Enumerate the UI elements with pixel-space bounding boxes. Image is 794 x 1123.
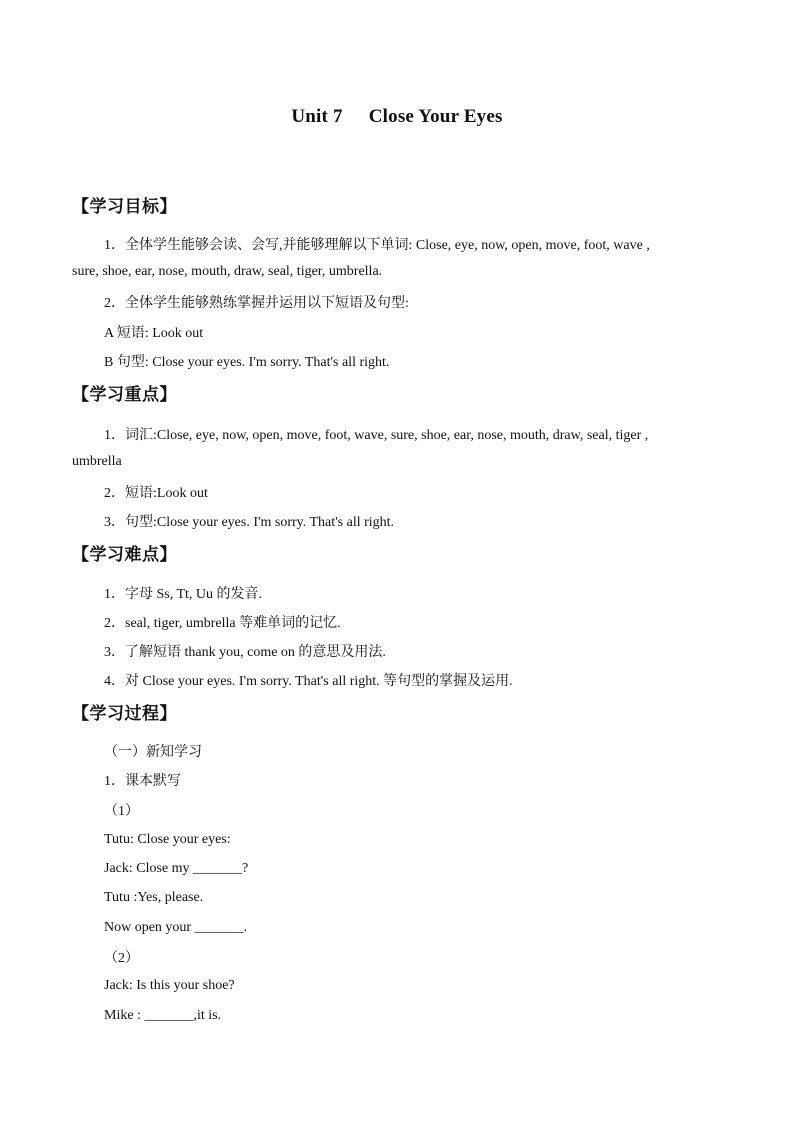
difficulty-heading: 【学习难点】 xyxy=(72,545,177,565)
goals-line-2: 2．全体学生能够熟练掌握并运用以下短语及句型: xyxy=(104,296,409,311)
focus-heading: 【学习重点】 xyxy=(72,385,177,405)
question-2-label: （2） xyxy=(104,951,139,966)
focus-line-2: 2．短语:Look out xyxy=(104,486,208,501)
page-title xyxy=(0,106,794,128)
question-2-line-b: Mike : _______,it is. xyxy=(104,1008,222,1023)
question-1-line-a: Tutu: Close your eyes: xyxy=(104,832,231,847)
process-heading: 【学习过程】 xyxy=(72,704,177,724)
goals-line-3: A 短语: Look out xyxy=(104,326,204,341)
difficulty-line-3: 3．了解短语 thank you, come on 的意思及用法. xyxy=(104,645,386,660)
question-1-line-d: Now open your _______. xyxy=(104,920,248,935)
focus-line-1: 1．词汇:Close, eye, now, open, move, foot, wave, sure, shoe, ear, nose, mouth, draw, seal, tiger , xyxy=(104,428,649,443)
unit-title: Close Your Eyes xyxy=(368,106,503,127)
difficulty-line-1: 1．字母 Ss, Tt, Uu 的发音. xyxy=(104,587,263,602)
goals-heading: 【学习目标】 xyxy=(72,197,177,217)
process-item-1: 1．课本默写 xyxy=(104,774,181,789)
question-2-line-a: Jack: Is this your shoe? xyxy=(104,978,235,993)
process-part-1: （一）新知学习 xyxy=(104,745,202,760)
difficulty-line-2: 2．seal, tiger, umbrella 等难单词的记忆. xyxy=(104,616,341,631)
question-1-line-c: Tutu :Yes, please. xyxy=(104,890,204,905)
unit-number: Unit 7 xyxy=(291,106,343,127)
goals-line-1: 1．全体学生能够会读、会写,并能够理解以下单词: Close, eye, now, open, move, foot, wave , xyxy=(104,238,650,253)
focus-line-3: 3．句型:Close your eyes. I'm sorry. That's all right. xyxy=(104,515,395,530)
difficulty-line-4: 4．对 Close your eyes. I'm sorry. That's all right. 等句型的掌握及运用. xyxy=(104,674,513,689)
goals-line-4: B 句型: Close your eyes. I'm sorry. That's all right. xyxy=(104,355,390,370)
goals-line-1b: sure, shoe, ear, nose, mouth, draw, seal, tiger, umbrella. xyxy=(72,264,383,279)
question-1-line-b: Jack: Close my _______? xyxy=(104,861,249,876)
question-1-label: （1） xyxy=(104,804,139,819)
focus-line-1b: umbrella xyxy=(72,454,122,469)
